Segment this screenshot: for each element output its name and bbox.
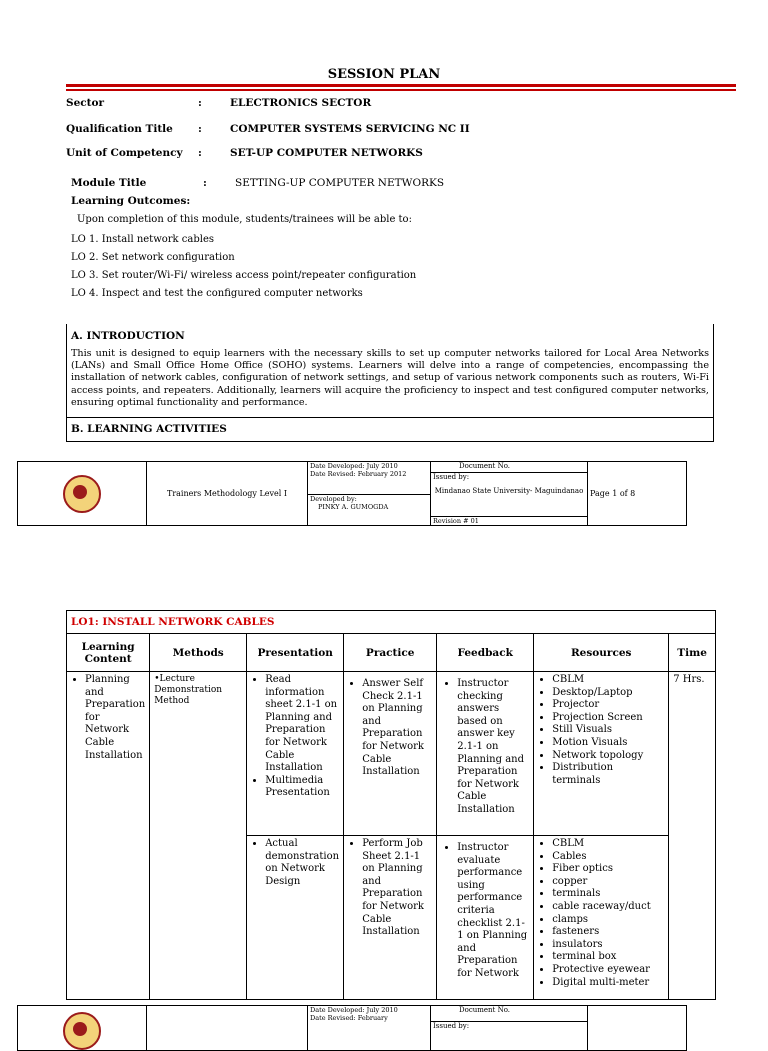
presentation-cell [247,836,344,1000]
list-item: • terminals [552,888,664,901]
footer-developer [308,495,431,526]
header-rule [66,84,736,87]
logo-cell [18,1006,147,1051]
unit-value: SET-UP COMPUTER NETWORKS [230,147,423,159]
footer-date-revised: Date Revised: February 2012 [310,470,407,478]
time-cell: 7 Hrs. [669,672,716,1000]
list-item: • Fiber optics [552,863,664,876]
footer-page-cell [588,1006,687,1051]
learning-activities-heading: B. LEARNING ACTIVITIES [71,423,227,435]
resources-cell [534,672,669,836]
footer-developed-by-value: PINKY A. GUMOGDA [318,503,389,511]
logo-cell [18,462,147,526]
feedback-cell [437,836,534,1000]
unit-colon: : [198,147,202,159]
presentation-cell [247,672,344,836]
learning-outcomes-intro: Upon completion of this module, students/trainees will be able to: [77,214,412,225]
footer-date-developed: Date Developed: July 2010 [310,462,398,470]
list-item: • Projection Screen [552,712,664,725]
qualification-value: COMPUTER SYSTEMS SERVICING NC II [230,123,470,135]
module-value: SETTING-UP COMPUTER NETWORKS [235,177,445,189]
resources-cell [534,836,669,1000]
footer-document-no: Document No. [431,462,588,473]
footer-issued-by-label: Issued by: [431,1021,588,1050]
list-item: • fasteners [552,926,664,939]
list-item: • Perform Job Sheet 2.1-1 on Planning and Preparation for Network Cable Installation [362,838,432,939]
header-rule-thin [66,89,736,91]
list-item: • CBLM [552,674,664,687]
column-header: Learning Content [67,634,150,672]
unit-label: Unit of Competency [66,147,183,159]
module-label: Module Title [71,177,147,189]
column-header: Time [669,634,716,672]
column-header: Feedback [437,634,534,672]
list-item: • Planning and Preparation for Network Cable Installation [85,674,145,762]
list-item: • Desktop/Laptop [552,687,664,700]
lo1-title: LO1: INSTALL NETWORK CABLES [67,611,716,634]
learning-outcomes-label: Learning Outcomes: [71,195,191,207]
footer-date-developed: Date Developed: July 2010 [310,1006,398,1014]
footer-developed-by-label: Developed by: [310,495,357,503]
footer-document-no: Document No. [431,1006,588,1022]
sector-label: Sector [66,97,105,109]
page-footer [17,461,687,526]
feedback-cell [437,672,534,836]
list-item: • Digital multi-meter [552,977,664,990]
list-item: • insulators [552,939,664,952]
list-item: • Instructor checking answers based on answer key 2.1-1 on Planning and Preparation for Network Cable Installation [457,678,529,817]
list-item: • Instructor evaluate performance using performance criteria checklist 2.1-1 on Planning and Preparation for Network [457,842,529,981]
footer-program: Trainers Methodology Level I [147,462,308,526]
list-item: • Actual demonstration on Network Design [265,838,339,888]
list-item: • Network topology [552,750,664,763]
introduction-heading: A. INTRODUCTION [71,330,185,342]
footer-issued-by-value: Mindanao State University- Maguindanao [434,487,584,495]
footer-dates [308,462,431,495]
introduction-text: This unit is designed to equip learners with the necessary skills to set up computer networks tailored for Local Area Networks (LANs) and Small Office Home Office (SOHO) systems. Learners will delve into a range of competencies, encompassing the installation of network cables, configuration of network settings, and setup of various network components such as routers, Wi-Fi access points, and repeaters. Additionally, learners will acquire the proficiency to inspect and test configured computer networks, ensuring optimal functionality and performance. [71,348,709,408]
list-item: • Cables [552,851,664,864]
module-colon: : [203,177,207,189]
outcome-item: LO 3. Set router/Wi-Fi/ wireless access point/repeater configuration [71,270,417,281]
list-item: • Motion Visuals [552,737,664,750]
column-header: Presentation [247,634,344,672]
list-item: • Projector [552,699,664,712]
sector-value: ELECTRONICS SECTOR [230,97,372,109]
outcome-item: LO 1. Install network cables [71,234,215,245]
footer-dates [308,1006,431,1051]
list-item: • copper [552,876,664,889]
list-item: • Read information sheet 2.1-1 on Planning and Preparation for Network Cable Installation [265,674,339,775]
list-item: • clamps [552,914,664,927]
outcome-item: LO 4. Inspect and test the configured computer networks [71,288,363,299]
list-item: • Answer Self Check 2.1-1 on Planning and Preparation for Network Cable Installation [362,678,432,779]
introduction-divider [67,417,713,418]
practice-cell [344,672,437,836]
university-seal-icon [63,475,101,513]
practice-cell [344,836,437,1000]
footer-issued-by [431,473,588,517]
footer-program-cell [147,1006,308,1051]
list-item: • cable raceway/duct [552,901,664,914]
column-header: Resources [534,634,669,672]
qualification-colon: : [198,123,202,135]
methods-cell: •Lecture Demonstration Method [150,672,247,1000]
outcome-item: LO 2. Set network configuration [71,252,235,263]
column-header: Methods [150,634,247,672]
sector-colon: : [198,97,202,109]
footer-issued-by-label: Issued by: [433,473,470,481]
footer-page: Page 1 of 8 [588,462,687,526]
list-item: • Multimedia Presentation [265,775,339,800]
list-item: • Distribution terminals [552,762,664,787]
page-title: SESSION PLAN [327,67,441,82]
list-item: • Protective eyewear [552,964,664,977]
list-item: • Still Visuals [552,724,664,737]
university-seal-icon [63,1012,101,1050]
footer-revision: Revision # 01 [431,517,588,526]
column-header: Practice [344,634,437,672]
list-item: • CBLM [552,838,664,851]
qualification-label: Qualification Title [66,123,173,135]
footer-date-revised: Date Revised: February [310,1014,388,1022]
learning-content-cell [67,672,150,1000]
list-item: • terminal box [552,951,664,964]
introduction-box [66,324,714,442]
page-footer-2 [17,1005,687,1051]
lo1-table [66,610,716,1000]
